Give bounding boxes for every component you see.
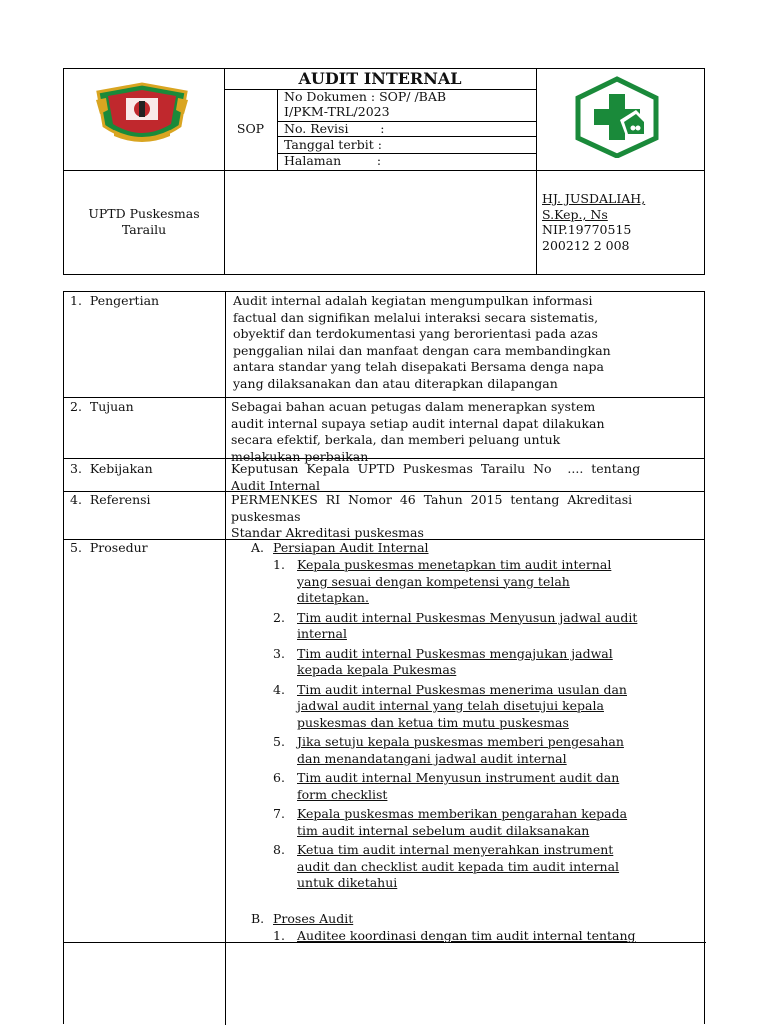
list-item-line: Jika setuju kepala puskesmas memberi pengesahan — [297, 734, 624, 749]
list-item-line: puskesmas dan ketua tim mutu puskesmas — [297, 714, 569, 730]
pengertian-line: factual dan signifikan melalui interaksi secara sistematis, — [233, 309, 599, 325]
list-item — [273, 806, 705, 839]
list-item — [273, 682, 705, 732]
list-item — [273, 646, 705, 679]
referensi-line: PERMENKES RI Nomor 46 Tahun 2015 tentang Akreditasi — [231, 492, 633, 507]
document-title: AUDIT INTERNAL — [298, 69, 462, 88]
list-item-line: Tim audit internal Puskesmas Menyusun jadwal audit — [297, 609, 638, 625]
no-dokumen-line-2: I/PKM-TRL/2023 — [284, 104, 390, 119]
label-referensi: 4. Referensi — [70, 492, 151, 507]
list-item-number: 4. — [273, 681, 285, 697]
list-item-line: jadwal audit internal yang telah disetujui kepala — [297, 698, 604, 713]
referensi-line: Standar Akreditasi puskesmas — [231, 525, 424, 540]
list-item-number: 7. — [273, 806, 285, 821]
prosedur-b-list — [273, 928, 705, 945]
pengertian-line: yang dilaksanakan dan atau diterapkan dilapangan — [233, 375, 558, 391]
list-item-number: 8. — [273, 842, 285, 857]
prosedur-b-title: Proses Audit — [273, 911, 354, 926]
pengertian-line: obyektif dan terdokumentasi yang berorientasi pada azas — [233, 326, 598, 341]
list-item-number: 1. — [273, 928, 285, 943]
list-item-number: 6. — [273, 770, 285, 785]
kebijakan-line: Keputusan Kepala UPTD Puskesmas Tarailu No .... tentang — [231, 461, 641, 476]
signer-nip-line-2: 200212 2 008 — [542, 238, 630, 253]
tanggal-terbit: Tanggal terbit : — [284, 137, 382, 152]
list-item-line: kepada kepala Pukesmas — [297, 662, 457, 677]
list-item-line: yang sesuai dengan kompetensi yang telah — [297, 573, 570, 589]
referensi-line: puskesmas — [231, 508, 301, 524]
list-item — [273, 928, 705, 945]
tujuan-line: melakukan perbaikan — [231, 448, 369, 464]
pengertian-line: antara standar yang telah disepakati Bersama denga napa — [233, 359, 604, 374]
signer-name-line-1: HJ. JUSDALIAH, — [542, 191, 646, 206]
list-item-line: Tim audit internal Puskesmas menerima usulan dan — [297, 681, 627, 697]
list-item-line: Tim audit internal Menyusun instrument audit dan — [297, 770, 620, 785]
signer-name-line-2: S.Kep., Ns — [542, 207, 608, 222]
list-item — [273, 842, 705, 892]
prosedur-a-marker: A. — [251, 540, 265, 555]
health-cross-house-icon — [574, 76, 660, 158]
list-item — [273, 557, 705, 607]
list-item-line: Ketua tim audit internal menyerahkan instrument — [297, 842, 614, 857]
list-item-line: Tim audit internal Puskesmas mengajukan jadwal — [297, 645, 613, 661]
halaman: Halaman : — [284, 153, 382, 168]
text-pengertian — [233, 293, 699, 392]
list-item-number: 1. — [273, 557, 285, 572]
list-item-line: untuk diketahui — [297, 875, 398, 890]
prosedur-a-list — [273, 557, 705, 892]
list-item-line: dan menandatangani jadwal audit internal — [297, 750, 567, 766]
tujuan-line: audit internal supaya setiap audit internal dapat dilakukan — [231, 415, 605, 431]
text-tujuan — [231, 399, 699, 465]
list-item-number: 3. — [273, 645, 285, 661]
no-dokumen-line-1: No Dokumen : SOP/ /BAB — [284, 89, 447, 104]
regional-crest-icon — [94, 82, 190, 148]
prosedur-b-marker: B. — [251, 911, 265, 926]
tujuan-line: Sebagai bahan acuan petugas dalam menerapkan system — [231, 399, 596, 414]
prosedur-a-title: Persiapan Audit Internal — [273, 540, 429, 555]
list-item-line: form checklist — [297, 786, 388, 802]
label-tujuan: 2. Tujuan — [70, 399, 134, 414]
list-item-line: Auditee koordinasi dengan tim audit internal tentang — [297, 928, 636, 943]
sop-label: SOP — [236, 121, 265, 136]
list-item-line: audit dan checklist audit kepada tim audit internal — [297, 858, 620, 874]
list-item-line: internal — [297, 626, 347, 641]
signer-nip-line-1: NIP.19770515 — [542, 222, 632, 237]
tujuan-line: secara efektif, berkala, dan memberi peluang untuk — [231, 432, 561, 447]
label-prosedur: 5. Prosedur — [70, 540, 148, 555]
list-item-line: ditetapkan. — [297, 590, 369, 605]
label-pengertian: 1. Pengertian — [70, 293, 160, 308]
pengertian-line: Audit internal adalah kegiatan mengumpulkan informasi — [233, 293, 593, 308]
kebijakan-line: Audit Internal — [231, 477, 320, 493]
list-item — [273, 770, 705, 803]
org-name-line-1: UPTD Puskesmas — [88, 206, 200, 221]
list-item-line: tim audit internal sebelum audit dilaksanakan — [297, 822, 590, 838]
text-kebijakan — [231, 461, 699, 494]
no-revisi: No. Revisi : — [284, 121, 385, 136]
pengertian-line: penggalian nilai dan manfaat dengan cara membandingkan — [233, 342, 611, 358]
list-item — [273, 734, 705, 767]
text-referensi — [231, 492, 699, 542]
list-item — [273, 610, 705, 643]
list-item-number: 2. — [273, 609, 285, 625]
label-kebijakan: 3. Kebijakan — [70, 461, 153, 476]
list-item-number: 5. — [273, 734, 285, 749]
list-item-line: Kepala puskesmas memberikan pengarahan kepada — [297, 806, 628, 821]
list-item-line: Kepala puskesmas menetapkan tim audit internal — [297, 557, 612, 572]
org-name-line-2: Tarailu — [121, 222, 167, 237]
